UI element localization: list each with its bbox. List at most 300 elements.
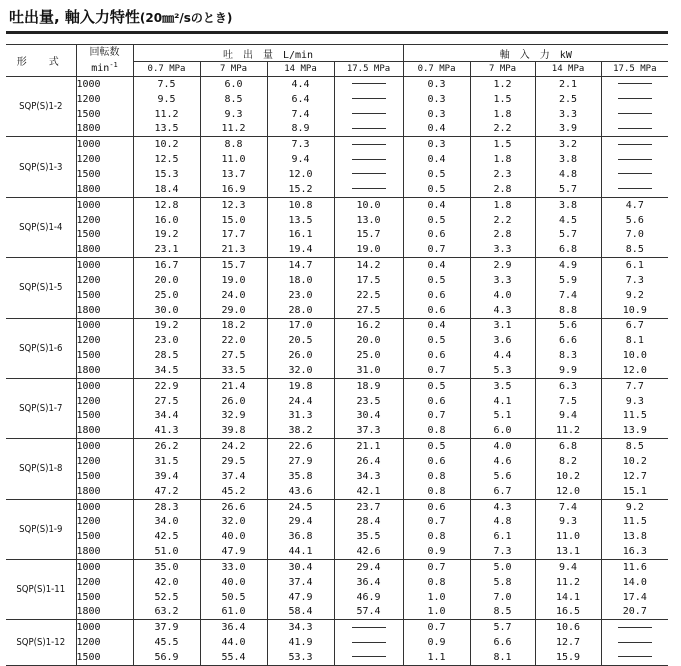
flow-value: 39.8	[221, 425, 246, 437]
flow-value: 35.5	[356, 531, 381, 543]
power-value-cell	[403, 288, 470, 303]
power-value-cell	[601, 575, 668, 590]
power-value-cell	[470, 273, 535, 288]
power-value: 6.3	[559, 380, 578, 392]
table-row	[6, 213, 668, 228]
flow-value-cell	[200, 77, 267, 92]
flow-value: 8.8	[224, 139, 243, 151]
power-value: 0.4	[427, 199, 446, 211]
power-value: 4.9	[559, 260, 578, 272]
power-value-cell	[535, 454, 601, 469]
flow-value: 26.0	[221, 395, 246, 407]
table-row	[6, 635, 668, 650]
flow-value: 9.5	[157, 93, 176, 105]
power-value: 10.0	[622, 350, 647, 362]
power-value: 6.7	[625, 320, 644, 332]
power-value: 0.7	[427, 622, 446, 634]
flow-value: 22.6	[288, 441, 313, 453]
flow-value: 20.0	[356, 335, 381, 347]
power-value: 3.1	[493, 320, 512, 332]
power-value: 12.7	[556, 637, 581, 649]
flow-value-cell	[133, 650, 200, 665]
flow-value-cell	[334, 605, 403, 620]
flow-value-cell	[133, 409, 200, 424]
flow-value: 57.4	[356, 606, 381, 618]
power-value: 0.6	[427, 304, 446, 316]
flow-value: 40.0	[221, 576, 246, 588]
power-value-cell	[535, 605, 601, 620]
power-pressure-header: 14 MPa	[535, 62, 601, 77]
power-value: 4.8	[559, 168, 578, 180]
flow-value-cell	[267, 227, 334, 242]
power-value-cell	[403, 454, 470, 469]
flow-value: 19.8	[288, 380, 313, 392]
power-value: 5.3	[493, 364, 512, 376]
flow-value-cell	[133, 348, 200, 363]
power-value: 0.8	[427, 576, 446, 588]
flow-value: 33.0	[221, 561, 246, 573]
flow-value-cell	[200, 152, 267, 167]
power-value: 3.3	[493, 274, 512, 286]
power-value-cell	[535, 575, 601, 590]
power-pressure-header: 17.5 MPa	[601, 62, 668, 77]
flow-value-cell	[267, 303, 334, 318]
power-value-cell	[403, 92, 470, 107]
flow-value-cell	[267, 318, 334, 333]
power-value-cell	[403, 394, 470, 409]
flow-value-cell	[334, 258, 403, 273]
power-value-cell	[601, 333, 668, 348]
speed-cell: 1800	[76, 182, 133, 197]
not-applicable-dash	[618, 113, 652, 114]
flow-value-cell	[267, 560, 334, 575]
model-cell: SQP(S)1-6	[6, 318, 76, 378]
power-value-cell	[535, 378, 601, 393]
power-value-cell	[535, 122, 601, 137]
power-value-cell	[601, 122, 668, 137]
speed-cell: 1500	[76, 288, 133, 303]
power-value-cell	[535, 499, 601, 514]
flow-value: 41.3	[154, 425, 179, 437]
flow-value-cell	[200, 650, 267, 665]
flow-value-cell	[133, 92, 200, 107]
power-value: 0.9	[427, 637, 446, 649]
flow-value: 26.4	[356, 456, 381, 468]
flow-value-cell	[334, 544, 403, 559]
power-value-cell	[535, 650, 601, 665]
flow-value: 18.0	[288, 274, 313, 286]
power-value-cell	[535, 288, 601, 303]
flow-value: 6.4	[291, 93, 310, 105]
table-row	[6, 469, 668, 484]
flow-value-cell	[334, 197, 403, 212]
not-applicable-dash	[618, 159, 652, 160]
power-value-cell	[403, 514, 470, 529]
power-value: 0.6	[427, 350, 446, 362]
flow-value: 16.1	[288, 229, 313, 241]
power-value: 7.3	[625, 274, 644, 286]
flow-value-cell	[334, 378, 403, 393]
flow-value-cell	[133, 152, 200, 167]
power-value: 0.8	[427, 531, 446, 543]
power-value: 0.8	[427, 485, 446, 497]
model-cell: SQP(S)1-4	[6, 197, 76, 257]
spec-table	[6, 44, 668, 666]
power-value: 7.0	[493, 591, 512, 603]
flow-value: 26.2	[154, 441, 179, 453]
flow-value: 15.3	[154, 168, 179, 180]
table-row	[6, 409, 668, 424]
table-row	[6, 499, 668, 514]
flow-value-cell	[200, 605, 267, 620]
flow-value: 23.7	[356, 501, 381, 513]
power-value-cell	[535, 635, 601, 650]
power-value: 0.7	[427, 364, 446, 376]
table-row	[6, 590, 668, 605]
flow-value: 36.8	[288, 531, 313, 543]
table-row	[6, 378, 668, 393]
flow-value-cell	[267, 273, 334, 288]
flow-value-cell	[334, 182, 403, 197]
table-row	[6, 560, 668, 575]
table-row	[6, 152, 668, 167]
flow-value: 42.1	[356, 485, 381, 497]
power-value: 14.0	[622, 576, 647, 588]
power-value-cell	[470, 620, 535, 635]
power-value-cell	[403, 242, 470, 257]
table-row	[6, 227, 668, 242]
flow-value: 10.8	[288, 199, 313, 211]
power-value: 2.1	[559, 78, 578, 90]
power-value: 0.4	[427, 320, 446, 332]
flow-value: 29.5	[221, 456, 246, 468]
power-value-cell	[535, 213, 601, 228]
flow-value: 51.0	[154, 546, 179, 558]
power-value: 0.3	[427, 78, 446, 90]
flow-value: 15.2	[288, 183, 313, 195]
header-speed-unit-sup: -1	[109, 61, 118, 69]
flow-value-cell	[133, 394, 200, 409]
power-value-cell	[535, 77, 601, 92]
flow-value-cell	[200, 213, 267, 228]
flow-value-cell	[200, 635, 267, 650]
power-value-cell	[470, 394, 535, 409]
flow-value: 30.4	[356, 410, 381, 422]
flow-value: 47.9	[288, 591, 313, 603]
not-applicable-dash	[352, 173, 386, 174]
power-value: 0.6	[427, 289, 446, 301]
power-value: 11.5	[622, 516, 647, 528]
power-value: 17.4	[622, 591, 647, 603]
power-value: 1.5	[493, 93, 512, 105]
flow-value: 24.4	[288, 395, 313, 407]
power-value: 12.0	[622, 364, 647, 376]
power-value: 7.4	[559, 289, 578, 301]
flow-value: 38.2	[288, 425, 313, 437]
flow-value-cell	[200, 273, 267, 288]
power-value-cell	[470, 122, 535, 137]
power-value: 6.6	[559, 335, 578, 347]
flow-value: 19.0	[221, 274, 246, 286]
power-value: 16.5	[556, 606, 581, 618]
flow-value: 12.5	[154, 154, 179, 166]
flow-value: 24.5	[288, 501, 313, 513]
power-value: 20.7	[622, 606, 647, 618]
power-value: 6.1	[493, 531, 512, 543]
power-value-cell	[470, 484, 535, 499]
power-value: 0.5	[427, 380, 446, 392]
model-cell: SQP(S)1-12	[6, 620, 76, 666]
power-value-cell	[470, 333, 535, 348]
speed-cell: 1000	[76, 318, 133, 333]
table-row	[6, 318, 668, 333]
power-value-cell	[470, 575, 535, 590]
power-value: 8.5	[625, 244, 644, 256]
table-row	[6, 167, 668, 182]
flow-value-cell	[133, 303, 200, 318]
flow-value-cell	[133, 529, 200, 544]
speed-cell: 1800	[76, 544, 133, 559]
power-value: 0.5	[427, 214, 446, 226]
flow-value: 23.1	[154, 244, 179, 256]
speed-cell: 1000	[76, 439, 133, 454]
power-value: 10.9	[622, 304, 647, 316]
flow-value-cell	[133, 77, 200, 92]
flow-value-cell	[133, 560, 200, 575]
flow-value: 17.5	[356, 274, 381, 286]
flow-value: 28.3	[154, 501, 179, 513]
model-cell: SQP(S)1-3	[6, 137, 76, 197]
flow-value: 23.5	[356, 395, 381, 407]
not-applicable-dash	[352, 159, 386, 160]
flow-pressure-header: 7 MPa	[200, 62, 267, 77]
not-applicable-dash	[352, 188, 386, 189]
flow-value: 8.5	[224, 93, 243, 105]
power-value: 7.4	[559, 501, 578, 513]
flow-value: 9.3	[224, 108, 243, 120]
power-value: 0.5	[427, 335, 446, 347]
flow-value-cell	[334, 107, 403, 122]
power-value: 0.5	[427, 168, 446, 180]
power-value-cell	[470, 499, 535, 514]
flow-value-cell	[267, 514, 334, 529]
flow-value-cell	[267, 258, 334, 273]
flow-value-cell	[334, 454, 403, 469]
flow-value: 36.4	[221, 622, 246, 634]
flow-value: 13.0	[356, 214, 381, 226]
power-value: 5.6	[559, 320, 578, 332]
flow-value: 22.9	[154, 380, 179, 392]
power-value-cell	[535, 484, 601, 499]
power-value: 13.1	[556, 546, 581, 558]
title-condition: (20㎜²/sのとき)	[139, 11, 233, 25]
flow-value: 34.0	[154, 516, 179, 528]
flow-value: 28.0	[288, 304, 313, 316]
power-value: 7.7	[625, 380, 644, 392]
power-value-cell	[601, 499, 668, 514]
not-applicable-dash	[618, 642, 652, 643]
flow-value: 29.4	[356, 561, 381, 573]
flow-value-cell	[267, 590, 334, 605]
power-value: 6.7	[493, 485, 512, 497]
power-value-cell	[403, 77, 470, 92]
power-value: 9.4	[559, 410, 578, 422]
flow-value-cell	[334, 423, 403, 438]
flow-value-cell	[334, 650, 403, 665]
flow-value-cell	[334, 333, 403, 348]
flow-value-cell	[200, 439, 267, 454]
power-value: 15.1	[622, 485, 647, 497]
table-row	[6, 137, 668, 152]
speed-cell: 1800	[76, 423, 133, 438]
header-flow: 吐 出 量 L/min	[133, 45, 403, 62]
power-value-cell	[535, 182, 601, 197]
power-value-cell	[535, 590, 601, 605]
flow-value: 7.5	[157, 78, 176, 90]
power-value-cell	[601, 469, 668, 484]
flow-value: 24.0	[221, 289, 246, 301]
table-row	[6, 454, 668, 469]
speed-cell: 1200	[76, 514, 133, 529]
power-value-cell	[601, 152, 668, 167]
power-value: 7.0	[625, 229, 644, 241]
flow-value-cell	[334, 273, 403, 288]
not-applicable-dash	[352, 642, 386, 643]
flow-value: 16.2	[356, 320, 381, 332]
flow-value-cell	[133, 122, 200, 137]
flow-value-cell	[267, 182, 334, 197]
table-row	[6, 363, 668, 378]
flow-value-cell	[267, 378, 334, 393]
header-form: 形 式	[6, 45, 76, 77]
header-row-group	[6, 45, 668, 62]
flow-value-cell	[334, 288, 403, 303]
power-value-cell	[403, 137, 470, 152]
flow-value: 28.4	[356, 516, 381, 528]
table-row	[6, 197, 668, 212]
flow-value-cell	[133, 575, 200, 590]
speed-cell: 1000	[76, 77, 133, 92]
power-value-cell	[403, 152, 470, 167]
power-value-cell	[535, 363, 601, 378]
speed-cell: 1000	[76, 258, 133, 273]
flow-value: 14.7	[288, 260, 313, 272]
title-underline	[6, 31, 668, 34]
flow-value: 27.5	[154, 395, 179, 407]
flow-value-cell	[200, 575, 267, 590]
power-value-cell	[601, 378, 668, 393]
flow-value-cell	[267, 77, 334, 92]
table-row	[6, 288, 668, 303]
power-value: 4.3	[493, 304, 512, 316]
flow-value-cell	[334, 167, 403, 182]
power-value-cell	[470, 107, 535, 122]
flow-value-cell	[133, 454, 200, 469]
power-value: 0.3	[427, 139, 446, 151]
power-value-cell	[601, 363, 668, 378]
power-value-cell	[601, 92, 668, 107]
speed-cell: 1500	[76, 348, 133, 363]
flow-value-cell	[133, 620, 200, 635]
power-value: 12.7	[622, 470, 647, 482]
power-value-cell	[403, 650, 470, 665]
flow-value: 15.7	[221, 260, 246, 272]
power-value: 9.2	[625, 289, 644, 301]
flow-value: 21.3	[221, 244, 246, 256]
flow-value-cell	[200, 197, 267, 212]
power-value-cell	[535, 152, 601, 167]
flow-value: 13.5	[288, 214, 313, 226]
flow-value-cell	[267, 484, 334, 499]
power-value-cell	[601, 303, 668, 318]
power-value-cell	[601, 182, 668, 197]
power-value-cell	[601, 635, 668, 650]
flow-value-cell	[133, 544, 200, 559]
power-value-cell	[535, 242, 601, 257]
power-value-cell	[403, 499, 470, 514]
flow-value: 15.0	[221, 214, 246, 226]
flow-value: 58.4	[288, 606, 313, 618]
power-value: 0.3	[427, 93, 446, 105]
power-value-cell	[535, 439, 601, 454]
flow-value: 23.0	[288, 289, 313, 301]
power-value: 8.8	[559, 304, 578, 316]
speed-cell: 1200	[76, 152, 133, 167]
power-value-cell	[470, 77, 535, 92]
spec-table-body	[6, 77, 668, 666]
power-value-cell	[535, 620, 601, 635]
speed-cell: 1800	[76, 484, 133, 499]
not-applicable-dash	[618, 83, 652, 84]
flow-value-cell	[267, 439, 334, 454]
flow-value-cell	[267, 197, 334, 212]
power-value: 1.5	[493, 139, 512, 151]
flow-value: 21.1	[356, 441, 381, 453]
power-value-cell	[470, 409, 535, 424]
flow-value-cell	[334, 560, 403, 575]
flow-value-cell	[133, 484, 200, 499]
flow-value: 36.4	[356, 576, 381, 588]
power-value: 5.7	[559, 183, 578, 195]
flow-value-cell	[267, 152, 334, 167]
flow-value-cell	[334, 499, 403, 514]
power-value: 1.0	[427, 606, 446, 618]
power-value: 7.3	[493, 546, 512, 558]
flow-value: 17.0	[288, 320, 313, 332]
flow-value-cell	[334, 620, 403, 635]
power-value-cell	[470, 258, 535, 273]
flow-value: 7.4	[291, 108, 310, 120]
power-value-cell	[403, 227, 470, 242]
power-value: 5.7	[493, 622, 512, 634]
table-row	[6, 484, 668, 499]
not-applicable-dash	[618, 128, 652, 129]
flow-value-cell	[334, 575, 403, 590]
table-row	[6, 77, 668, 92]
flow-value: 12.0	[288, 168, 313, 180]
flow-value: 43.6	[288, 485, 313, 497]
power-value-cell	[601, 137, 668, 152]
flow-value-cell	[334, 137, 403, 152]
model-cell: SQP(S)1-5	[6, 258, 76, 318]
flow-value-cell	[200, 394, 267, 409]
flow-value-cell	[334, 484, 403, 499]
flow-value-cell	[133, 590, 200, 605]
power-value-cell	[470, 529, 535, 544]
power-value-cell	[535, 394, 601, 409]
power-value-cell	[470, 605, 535, 620]
power-value: 1.8	[493, 154, 512, 166]
